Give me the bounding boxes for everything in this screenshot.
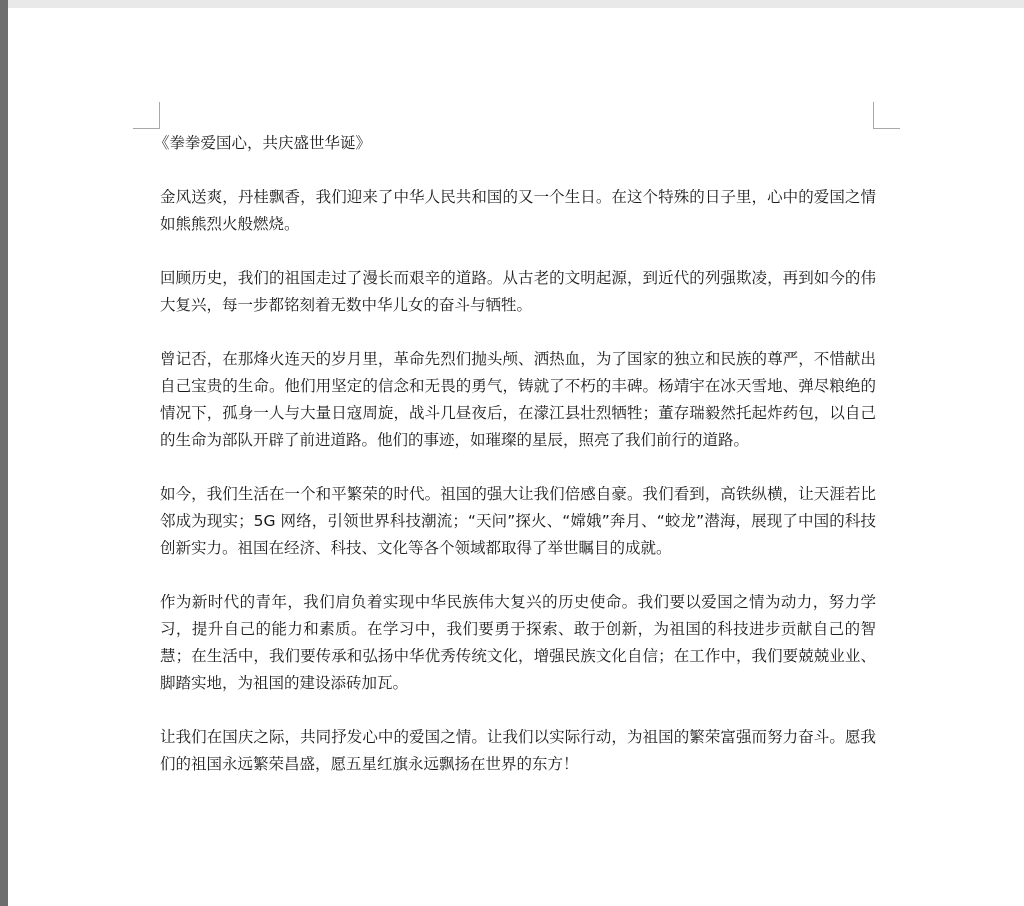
document-title: 《拳拳爱国心，共庆盛世华诞》 [154,134,372,152]
paragraph-3: 曾记否，在那烽火连天的岁月里，革命先烈们抛头颅、洒热血，为了国家的独立和民族的尊严，不惜献出自己宝贵的生命。他们用坚定的信念和无畏的勇气，铸就了不朽的丰碑。杨靖宇在冰天雪地、弹尽粮绝的情况下，孤身一人与大量日寇周旋，战斗几昼夜后，在濛江县壮烈牺牲；董存瑞毅然托起炸药包，以自己的生命为部队开辟了前进道路。他们的事迹，如璀璨的星辰，照亮了我们前行的道路。 [160,350,876,449]
paragraph-4: 如今，我们生活在一个和平繁荣的时代。祖国的强大让我们倍感自豪。我们看到，高铁纵横，让天涯若比邻成为现实；5G 网络，引领世界科技潮流；“天问”探火、“嫦娥”奔月、“蛟龙”潜海，展现了中国的科技创新实力。祖国在经济、科技、文化等各个领域都取得了举世瞩目的成就。 [160,485,876,557]
paragraph-6: 让我们在国庆之际，共同抒发心中的爱国之情。让我们以实际行动，为祖国的繁荣富强而努力奋斗。愿我们的祖国永远繁荣昌盛，愿五星红旗永远飘扬在世界的东方！ [160,728,876,773]
paragraph-2: 回顾历史，我们的祖国走过了漫长而艰辛的道路。从古老的文明起源，到近代的列强欺凌，再到如今的伟大复兴，每一步都铭刻着无数中华儿女的奋斗与牺牲。 [160,269,876,314]
document-page[interactable] [8,8,1020,906]
window-top-border [0,0,1024,8]
margin-corner-top-left-icon [133,102,160,129]
document-body[interactable] [154,130,876,805]
window-left-border [0,0,8,906]
margin-corner-top-right-icon [873,102,900,129]
paragraph-5: 作为新时代的青年，我们肩负着实现中华民族伟大复兴的历史使命。我们要以爱国之情为动力，努力学习，提升自己的能力和素质。在学习中，我们要勇于探索、敢于创新，为祖国的科技进步贡献自己的智慧；在生活中，我们要传承和弘扬中华优秀传统文化，增强民族文化自信；在工作中，我们要兢兢业业、脚踏实地，为祖国的建设添砖加瓦。 [160,593,876,692]
paragraph-1: 金风送爽，丹桂飘香，我们迎来了中华人民共和国的又一个生日。在这个特殊的日子里，心中的爱国之情如熊熊烈火般燃烧。 [160,188,876,233]
